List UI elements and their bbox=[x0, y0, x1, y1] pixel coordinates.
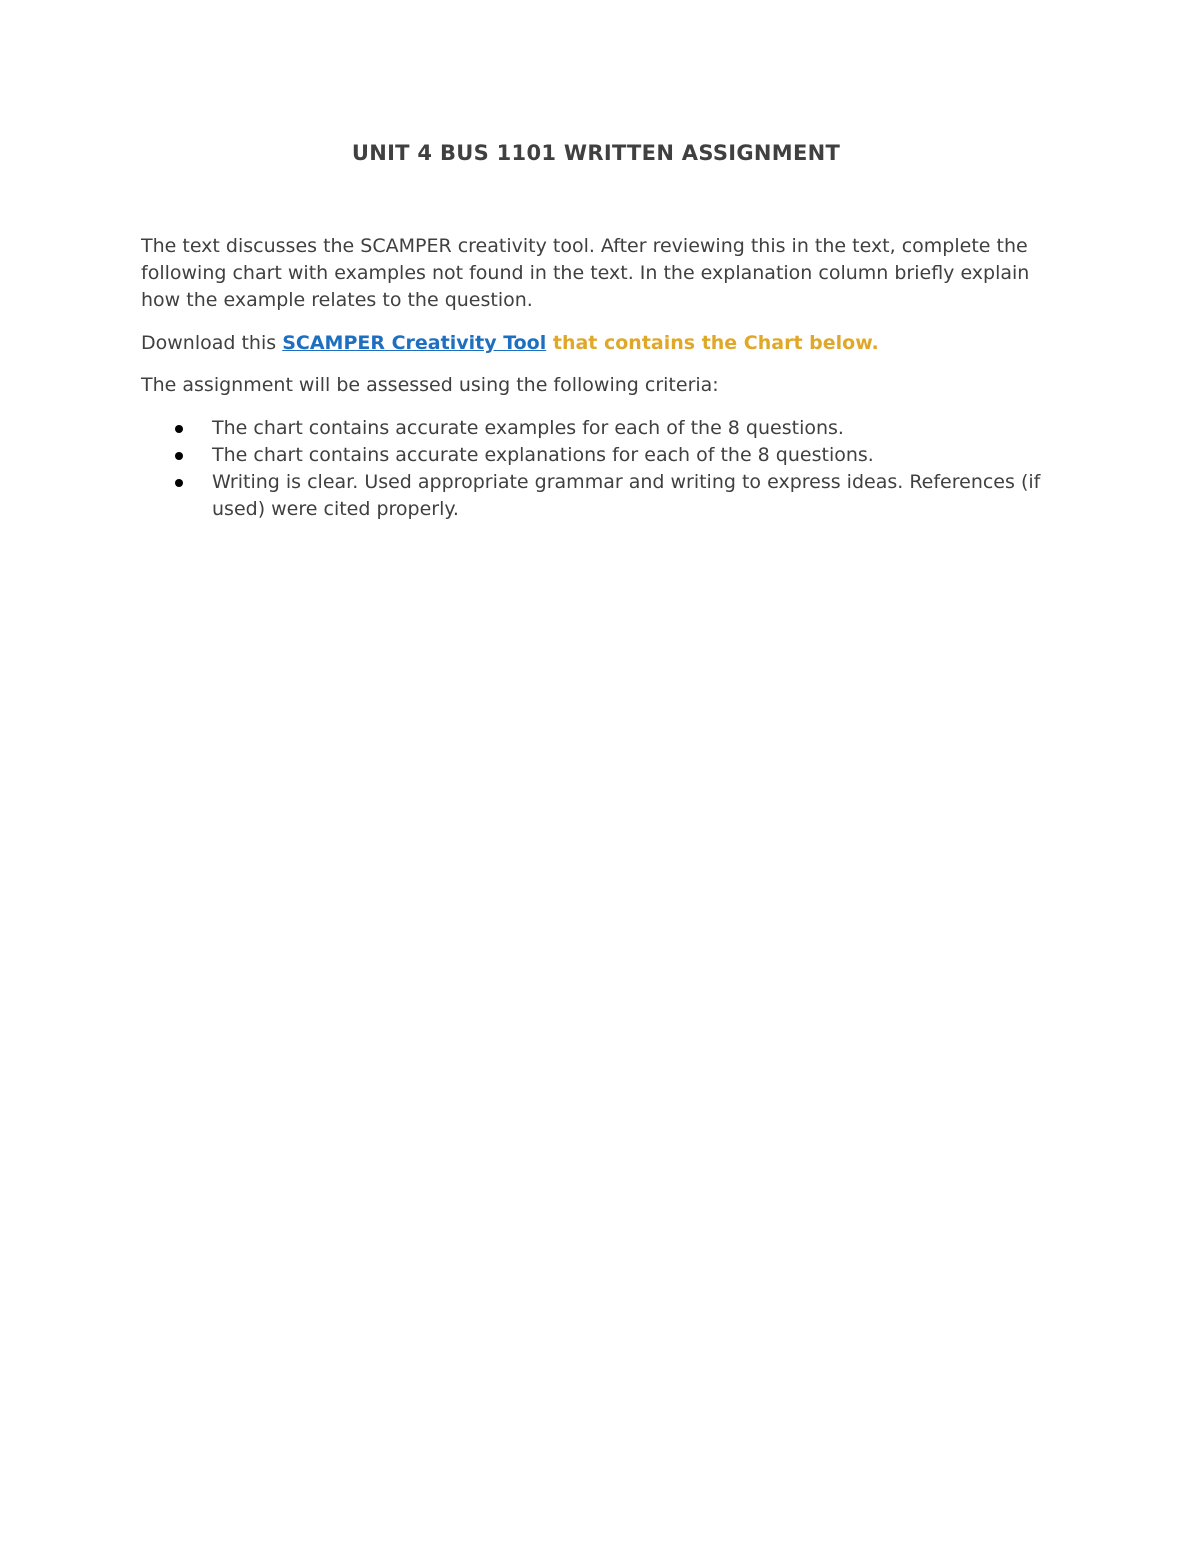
scamper-tool-link[interactable]: SCAMPER Creativity Tool bbox=[282, 332, 547, 354]
bullet-icon bbox=[175, 479, 183, 487]
criteria-list bbox=[141, 415, 1071, 523]
list-item bbox=[141, 469, 1071, 523]
intro-paragraph: The text discusses the SCAMPER creativity tool. After reviewing this in the text, complete the following chart with examples not found in the text. In the explanation column briefly explain how the example relates to the question. bbox=[141, 235, 1030, 311]
criteria-text: The chart contains accurate examples for each of the 8 questions. bbox=[212, 417, 844, 439]
download-suffix: that contains the Chart below. bbox=[546, 332, 879, 354]
download-paragraph bbox=[141, 330, 1071, 357]
bullet-icon bbox=[175, 425, 183, 433]
list-item bbox=[141, 442, 1071, 469]
criteria-text: The chart contains accurate explanations for each of the 8 questions. bbox=[212, 444, 874, 466]
bullet-icon bbox=[175, 452, 183, 460]
download-prefix: Download this bbox=[141, 332, 283, 354]
criteria-text: Writing is clear. Used appropriate grammar and writing to express ideas. References (if used) were cited properly. bbox=[212, 471, 1041, 520]
document-title: UNIT 4 BUS 1101 WRITTEN ASSIGNMENT bbox=[351, 141, 841, 165]
criteria-intro: The assignment will be assessed using the following criteria: bbox=[141, 374, 719, 396]
list-item bbox=[141, 415, 1071, 442]
